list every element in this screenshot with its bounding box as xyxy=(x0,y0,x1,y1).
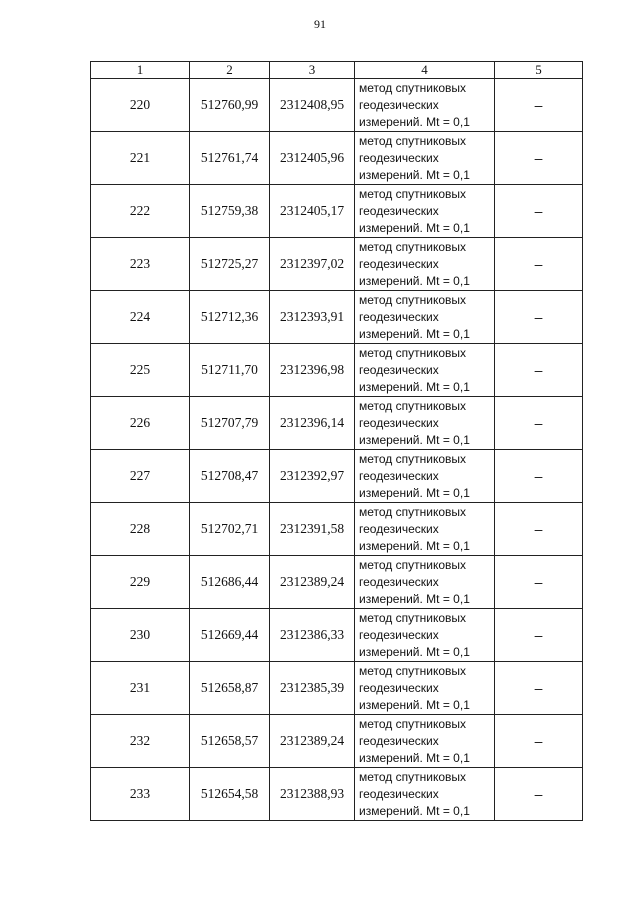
point-number-cell: 226 xyxy=(91,397,190,450)
method-cell xyxy=(355,238,495,291)
method-line: геодезических xyxy=(359,203,439,218)
point-number-cell: 224 xyxy=(91,291,190,344)
point-number-cell: 225 xyxy=(91,344,190,397)
y-coordinate-cell: 2312396,14 xyxy=(270,397,355,450)
x-coordinate-cell: 512712,36 xyxy=(190,291,270,344)
method-cell xyxy=(355,768,495,821)
method-line: метод спутниковых xyxy=(359,292,467,307)
method-line: геодезических xyxy=(359,309,439,324)
table-row xyxy=(91,238,583,291)
method-cell xyxy=(355,397,495,450)
point-number-cell: 231 xyxy=(91,662,190,715)
point-number-cell: 228 xyxy=(91,503,190,556)
method-line: геодезических xyxy=(359,468,439,483)
y-coordinate-cell: 2312391,58 xyxy=(270,503,355,556)
y-coordinate-cell: 2312405,96 xyxy=(270,132,355,185)
point-number-cell: 230 xyxy=(91,609,190,662)
method-cell xyxy=(355,132,495,185)
method-line: измерений. Mt = 0,1 xyxy=(359,379,470,394)
method-line: метод спутниковых xyxy=(359,769,467,784)
column-header: 5 xyxy=(495,62,583,79)
method-line: измерений. Mt = 0,1 xyxy=(359,803,470,818)
column-header: 1 xyxy=(91,62,190,79)
table-row xyxy=(91,132,583,185)
method-cell xyxy=(355,715,495,768)
column-header: 4 xyxy=(355,62,495,79)
method-line: метод спутниковых xyxy=(359,186,467,201)
method-line: метод спутниковых xyxy=(359,663,467,678)
x-coordinate-cell: 512669,44 xyxy=(190,609,270,662)
x-coordinate-cell: 512654,58 xyxy=(190,768,270,821)
y-coordinate-cell: 2312397,02 xyxy=(270,238,355,291)
method-cell xyxy=(355,291,495,344)
note-cell: – xyxy=(495,185,583,238)
method-line: измерений. Mt = 0,1 xyxy=(359,644,470,659)
y-coordinate-cell: 2312389,24 xyxy=(270,715,355,768)
method-line: метод спутниковых xyxy=(359,133,467,148)
coordinates-table xyxy=(90,61,583,821)
method-line: геодезических xyxy=(359,733,439,748)
method-line: метод спутниковых xyxy=(359,716,467,731)
x-coordinate-cell: 512725,27 xyxy=(190,238,270,291)
method-line: метод спутниковых xyxy=(359,451,467,466)
table-row xyxy=(91,715,583,768)
method-cell xyxy=(355,79,495,132)
point-number-cell: 227 xyxy=(91,450,190,503)
table-row xyxy=(91,344,583,397)
table-row xyxy=(91,450,583,503)
x-coordinate-cell: 512711,70 xyxy=(190,344,270,397)
x-coordinate-cell: 512658,57 xyxy=(190,715,270,768)
note-cell: – xyxy=(495,397,583,450)
table-row xyxy=(91,291,583,344)
method-line: геодезических xyxy=(359,256,439,271)
table-row xyxy=(91,397,583,450)
point-number-cell: 221 xyxy=(91,132,190,185)
note-cell: – xyxy=(495,715,583,768)
method-line: геодезических xyxy=(359,150,439,165)
method-line: метод спутниковых xyxy=(359,80,467,95)
y-coordinate-cell: 2312393,91 xyxy=(270,291,355,344)
point-number-cell: 222 xyxy=(91,185,190,238)
table-row xyxy=(91,79,583,132)
x-coordinate-cell: 512702,71 xyxy=(190,503,270,556)
x-coordinate-cell: 512707,79 xyxy=(190,397,270,450)
method-cell xyxy=(355,503,495,556)
x-coordinate-cell: 512686,44 xyxy=(190,556,270,609)
table-body xyxy=(91,79,583,821)
method-line: измерений. Mt = 0,1 xyxy=(359,326,470,341)
method-line: измерений. Mt = 0,1 xyxy=(359,538,470,553)
method-line: метод спутниковых xyxy=(359,504,467,519)
note-cell: – xyxy=(495,238,583,291)
x-coordinate-cell: 512759,38 xyxy=(190,185,270,238)
point-number-cell: 233 xyxy=(91,768,190,821)
table-row xyxy=(91,556,583,609)
method-line: измерений. Mt = 0,1 xyxy=(359,167,470,182)
table-row xyxy=(91,185,583,238)
method-line: геодезических xyxy=(359,97,439,112)
x-coordinate-cell: 512708,47 xyxy=(190,450,270,503)
method-line: метод спутниковых xyxy=(359,345,467,360)
y-coordinate-cell: 2312408,95 xyxy=(270,79,355,132)
method-line: измерений. Mt = 0,1 xyxy=(359,591,470,606)
note-cell: – xyxy=(495,662,583,715)
x-coordinate-cell: 512658,87 xyxy=(190,662,270,715)
x-coordinate-cell: 512761,74 xyxy=(190,132,270,185)
note-cell: – xyxy=(495,556,583,609)
y-coordinate-cell: 2312389,24 xyxy=(270,556,355,609)
method-line: измерений. Mt = 0,1 xyxy=(359,485,470,500)
y-coordinate-cell: 2312386,33 xyxy=(270,609,355,662)
note-cell: – xyxy=(495,503,583,556)
method-cell xyxy=(355,609,495,662)
note-cell: – xyxy=(495,79,583,132)
method-line: метод спутниковых xyxy=(359,557,467,572)
method-line: метод спутниковых xyxy=(359,239,467,254)
table-row xyxy=(91,768,583,821)
method-line: геодезических xyxy=(359,680,439,695)
note-cell: – xyxy=(495,132,583,185)
y-coordinate-cell: 2312392,97 xyxy=(270,450,355,503)
method-cell xyxy=(355,344,495,397)
column-header: 2 xyxy=(190,62,270,79)
method-cell xyxy=(355,556,495,609)
method-line: метод спутниковых xyxy=(359,398,467,413)
table-row xyxy=(91,609,583,662)
table-row xyxy=(91,662,583,715)
method-line: измерений. Mt = 0,1 xyxy=(359,220,470,235)
table-row xyxy=(91,503,583,556)
method-line: геодезических xyxy=(359,415,439,430)
y-coordinate-cell: 2312385,39 xyxy=(270,662,355,715)
note-cell: – xyxy=(495,450,583,503)
note-cell: – xyxy=(495,344,583,397)
column-header: 3 xyxy=(270,62,355,79)
y-coordinate-cell: 2312396,98 xyxy=(270,344,355,397)
point-number-cell: 223 xyxy=(91,238,190,291)
y-coordinate-cell: 2312405,17 xyxy=(270,185,355,238)
method-line: измерений. Mt = 0,1 xyxy=(359,697,470,712)
method-line: геодезических xyxy=(359,627,439,642)
method-line: геодезических xyxy=(359,786,439,801)
method-line: измерений. Mt = 0,1 xyxy=(359,432,470,447)
x-coordinate-cell: 512760,99 xyxy=(190,79,270,132)
method-line: измерений. Mt = 0,1 xyxy=(359,114,470,129)
point-number-cell: 220 xyxy=(91,79,190,132)
method-cell xyxy=(355,450,495,503)
method-line: геодезических xyxy=(359,574,439,589)
note-cell: – xyxy=(495,291,583,344)
method-line: геодезических xyxy=(359,362,439,377)
method-line: измерений. Mt = 0,1 xyxy=(359,273,470,288)
note-cell: – xyxy=(495,609,583,662)
page-number: 91 xyxy=(314,17,326,31)
method-line: измерений. Mt = 0,1 xyxy=(359,750,470,765)
method-cell xyxy=(355,662,495,715)
point-number-cell: 229 xyxy=(91,556,190,609)
method-cell xyxy=(355,185,495,238)
y-coordinate-cell: 2312388,93 xyxy=(270,768,355,821)
point-number-cell: 232 xyxy=(91,715,190,768)
table-header-row xyxy=(91,62,583,79)
method-line: геодезических xyxy=(359,521,439,536)
note-cell: – xyxy=(495,768,583,821)
method-line: метод спутниковых xyxy=(359,610,467,625)
